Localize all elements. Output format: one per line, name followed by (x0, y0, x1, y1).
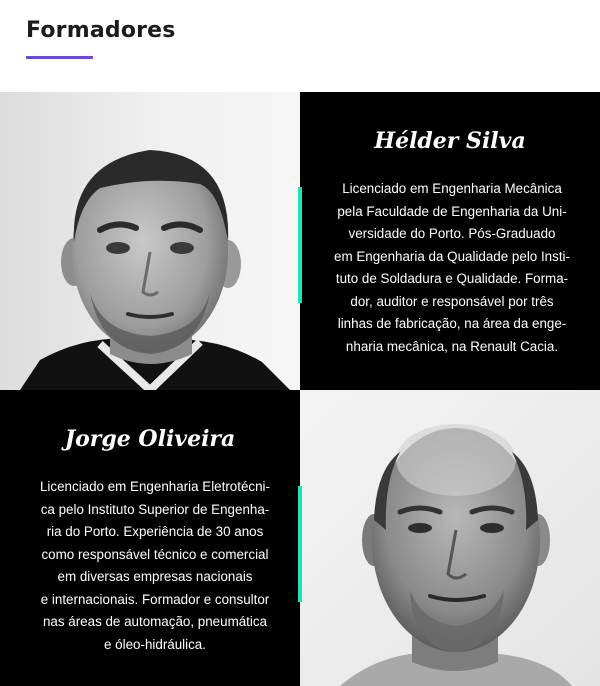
portrait-jorge (300, 390, 600, 686)
trainer-name: Hélder Silva (374, 128, 526, 154)
trainer-name: Jorge Oliveira (64, 426, 236, 452)
trainer-card-helder-silva (300, 92, 600, 390)
trainer-bio: Licenciado em Engenharia Mecânica pela Faculdade de Engenharia da Uni- versidade do Porto. Pós-Graduado em Engenharia da Qualidade pelo Insti- tuto de Soldadura e Qualidade. Forma- dor, auditor e responsável por três linhas de fabricação, na área da enge- nharia mecânica, na Renault Cacia. (334, 181, 570, 354)
section-title: Formadores (26, 18, 176, 43)
trainer-bio: Licenciado em Engenharia Eletrotécni- ca pelo Instituto Superior de Engenha- ria do Porto. Experiência de 30 anos como responsável técnico e comercial em diversas empresas nacionais e internacionais. Formador e consultor nas áreas de automação, pneumática e óleo-hidráulica. (39, 479, 270, 652)
accent-bar (298, 187, 302, 303)
accent-bar (298, 486, 302, 602)
trainer-photo-jorge-oliveira (300, 390, 600, 686)
portrait-helder (0, 92, 300, 390)
trainer-photo-helder-silva (0, 92, 300, 390)
title-underline (26, 56, 93, 59)
trainer-card-jorge-oliveira (0, 390, 300, 686)
